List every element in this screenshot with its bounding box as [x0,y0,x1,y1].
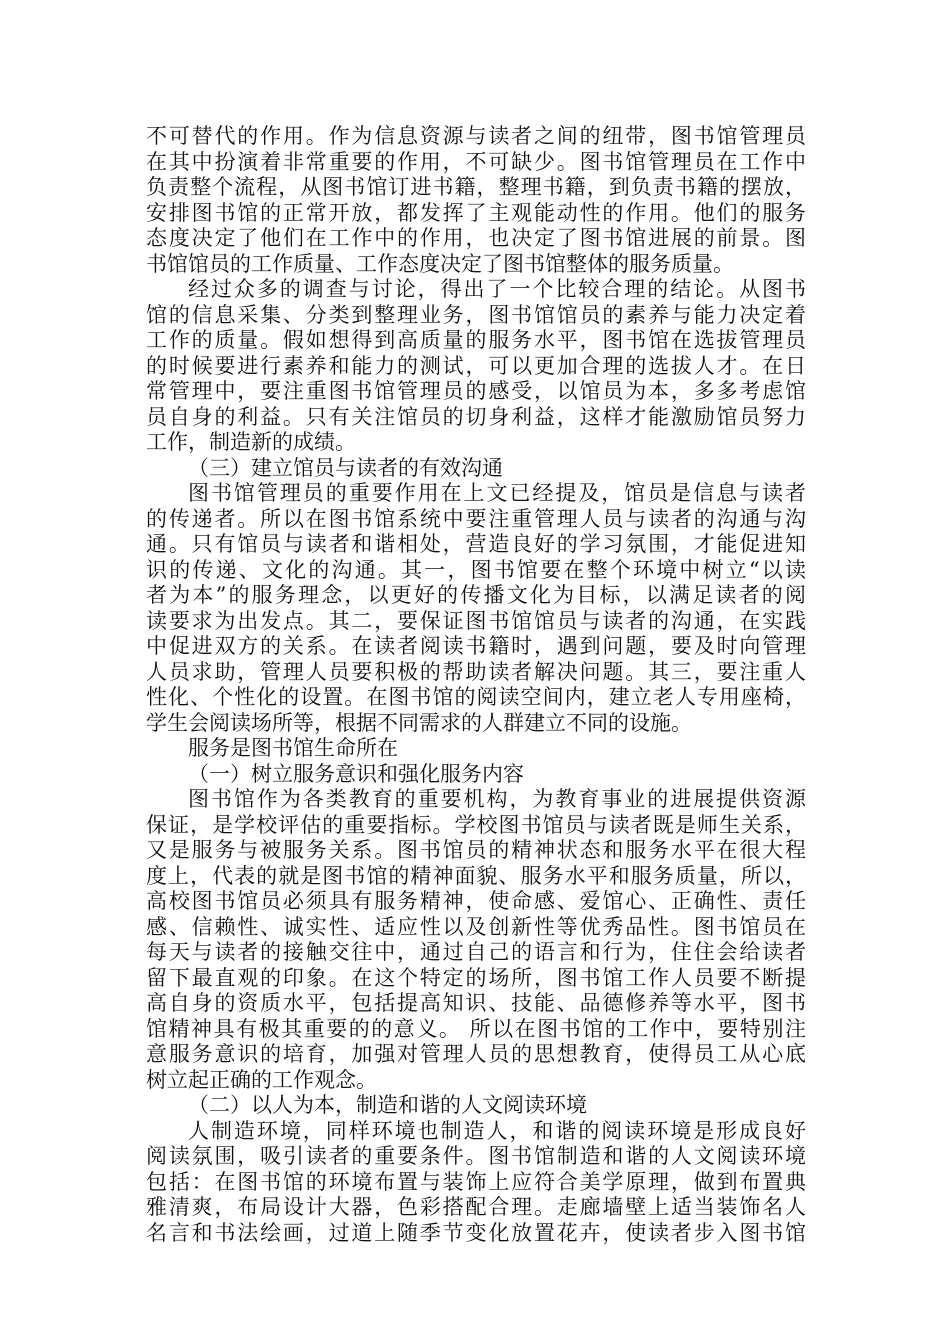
text-line: 包括：在图书馆的环境布置与装饰上应符合美学原理，做到布置典 [146,1169,806,1194]
text-line: 馆精神具有极其重要的的意义。 所以在图书馆的工作中，要特别注 [146,1016,806,1041]
section-heading: （二）以人为本，制造和谐的人文阅读环境 [188,1093,587,1117]
text-line: 图书馆作为各类教育的重要机构，为教育事业的进展提供资源 [188,787,806,811]
text-line: 图书馆管理员的重要作用在上文已经提及，馆员是信息与读者 [188,481,806,505]
text-line: 安排图书馆的正常开放，都发挥了主观能动性的作用。他们的服务 [146,200,806,225]
text-line: 高自身的资质水平，包括提高知识、技能、品德修养等水平，图书 [146,991,806,1015]
text-line: 书馆馆员的工作质量、工作态度决定了图书馆整体的服务质量。 [146,251,734,276]
text-line: 人员求助，管理人员要积极的帮助读者解决问题。其三，要注重人 [146,659,806,684]
section-heading: （三）建立馆员与读者的有效沟通 [188,455,503,480]
text-line: 不可替代的作用。作为信息资源与读者之间的纽带，图书馆管理员 [146,124,806,148]
text-line: 者为本”的服务理念，以更好的传播文化为目标，以满足读者的阅 [146,583,806,607]
text-line: 常管理中，要注重图书馆管理员的感受，以馆员为本，多多考虑馆 [146,379,806,403]
text-line: 高校图书馆员必须具有服务精神，使命感、爱馆心、正确性、责任 [146,889,806,913]
text-line: 的传递者。所以在图书馆系统中要注重管理人员与读者的沟通与沟 [146,506,806,531]
text-line: 每天与读者的接触交往中，通过自己的语言和行为，住住会给读者 [146,940,806,964]
text-line: 雅清爽，布局设计大器，色彩搭配合理。走廊墙壁上适当装饰名人 [146,1195,806,1219]
text-line: 感、信赖性、诚实性、适应性以及创新性等优秀品性。图书馆员在 [146,914,806,939]
text-line: 工作的质量。假如想得到高质量的服务水平，图书馆在选拔管理员 [146,328,806,352]
text-line: 识的传递、文化的沟通。其一，图书馆要在整个环境中树立“以读 [146,557,806,582]
text-line: 在其中扮演着非常重要的作用，不可缺少。图书馆管理员在工作中 [146,149,806,174]
text-line: 留下最直观的印象。在这个特定的场所，图书馆工作人员要不断提 [146,965,806,990]
text-line: 度上，代表的就是图书馆的精神面貌、服务水平和服务质量，所以， [146,863,806,888]
text-line: 名言和书法绘画，过道上随季节变化放置花卉，使读者步入图书馆 [146,1220,806,1245]
text-line: 负责整个流程，从图书馆订进书籍，整理书籍，到负责书籍的摆放， [146,175,806,199]
text-line: 中促进双方的关系。在读者阅读书籍时，遇到问题，要及时向管理 [146,634,806,658]
text-line: 人制造环境，同样环境也制造人，和谐的阅读环境是形成良好 [188,1118,806,1143]
text-line: 树立起正确的工作观念。 [146,1067,377,1092]
section-heading: 服务是图书馆生命所在 [188,736,398,760]
text-line: 的时候要进行素养和能力的测试，可以更加合理的选拔人才。在日 [146,353,806,378]
text-line: 阅读氛围，吸引读者的重要条件。图书馆制造和谐的人文阅读环境 [146,1144,806,1168]
text-line: 意服务意识的培育，加强对管理人员的思想教育，使得员工从心底 [146,1042,806,1066]
document-body [146,124,806,1246]
text-line: 通。只有馆员与读者和谐相处，营造良好的学习氛围，才能促进知 [146,532,806,556]
text-line: 经过众多的调查与讨论，得出了一个比较合理的结论。从图书 [188,277,806,301]
text-line: 工作，制造新的成绩。 [146,430,356,454]
text-line: 又是服务与被服务关系。图书馆员的精神状态和服务水平在很大程 [146,838,806,862]
text-line: 员自身的利益。只有关注馆员的切身利益，这样才能激励馆员努力 [146,404,806,429]
text-line: 态度决定了他们在工作中的作用，也决定了图书馆进展的前景。图 [146,226,806,250]
text-line: 馆的信息采集、分类到整理业务，图书馆馆员的素养与能力决定着 [146,302,806,327]
section-heading: （一）树立服务意识和强化服务内容 [188,761,524,786]
text-line: 学生会阅读场所等，根据不同需求的人群建立不同的设施。 [146,710,692,735]
text-line: 保证，是学校评估的重要指标。学校图书馆员与读者既是师生关系， [146,812,806,837]
text-line: 性化、个性化的设置。在图书馆的阅读空间内，建立老人专用座椅， [146,685,806,709]
text-line: 读要求为出发点。其二，要保证图书馆馆员与读者的沟通，在实践 [146,608,806,633]
